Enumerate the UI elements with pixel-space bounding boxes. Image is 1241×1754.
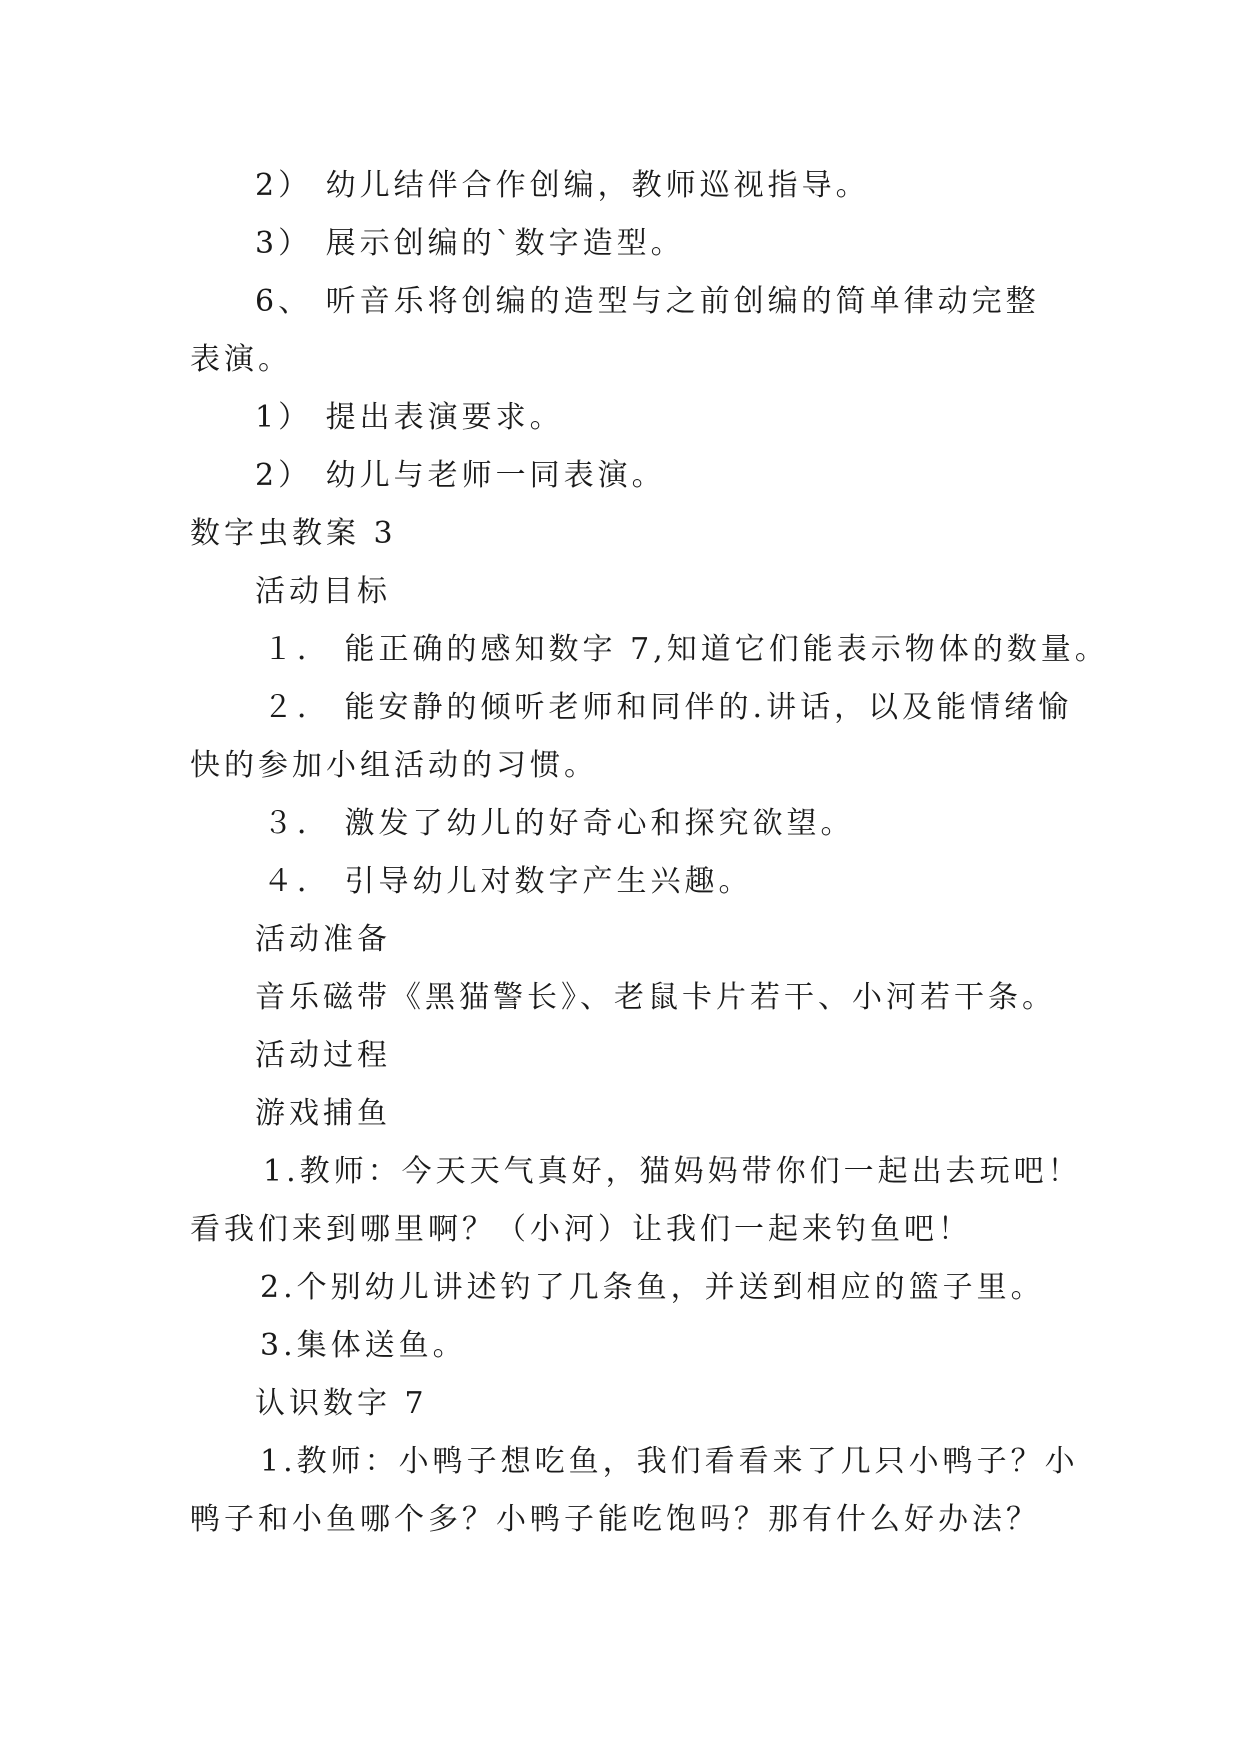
text-line: 6、 听音乐将创编的造型与之前创编的简单律动完整 [255,284,1040,319]
text-line: ４． 引导幼儿对数字产生兴趣。 [263,864,753,899]
subheading: 活动过程 [255,1038,391,1073]
text-line: 2） 幼儿与老师一同表演。 [255,458,666,493]
text-line: 3） 展示创编的`数字造型。 [255,226,685,261]
subheading: 活动目标 [255,574,391,609]
subheading: 认识数字 7 [255,1386,428,1421]
subheading: 游戏捕鱼 [255,1096,391,1131]
text-line: 1） 提出表演要求。 [255,400,564,435]
text-line: 看我们来到哪里啊？（小河）让我们一起来钓鱼吧！ [190,1212,972,1247]
text-line: 1.教师：今天天气真好，猫妈妈带你们一起出去玩吧！ [263,1154,1082,1189]
text-line: 表演。 [190,342,292,377]
text-line: 2.个别幼儿讲述钓了几条鱼，并送到相应的篮子里。 [260,1270,1045,1305]
text-line: ２． 能安静的倾听老师和同伴的.讲话，以及能情绪愉 [263,690,1073,725]
text-line: 1.教师：小鸭子想吃鱼，我们看看来了几只小鸭子？小 [260,1444,1079,1479]
text-line: 快的参加小组活动的习惯。 [190,748,598,783]
text-line: 2） 幼儿结伴合作创编，教师巡视指导。 [255,168,870,203]
section-heading: 数字虫教案 3 [190,516,397,551]
text-line: 鸭子和小鱼哪个多？小鸭子能吃饱吗？那有什么好办法？ [190,1502,1040,1537]
text-line: 3.集体送鱼。 [260,1328,467,1363]
text-line: １． 能正确的感知数字 7,知道它们能表示物体的数量。 [263,632,1109,667]
text-line: 音乐磁带《黑猫警长》、老鼠卡片若干、小河若干条。 [255,980,1056,1015]
text-line: ３． 激发了幼儿的好奇心和探究欲望。 [263,806,855,841]
subheading: 活动准备 [255,922,391,957]
